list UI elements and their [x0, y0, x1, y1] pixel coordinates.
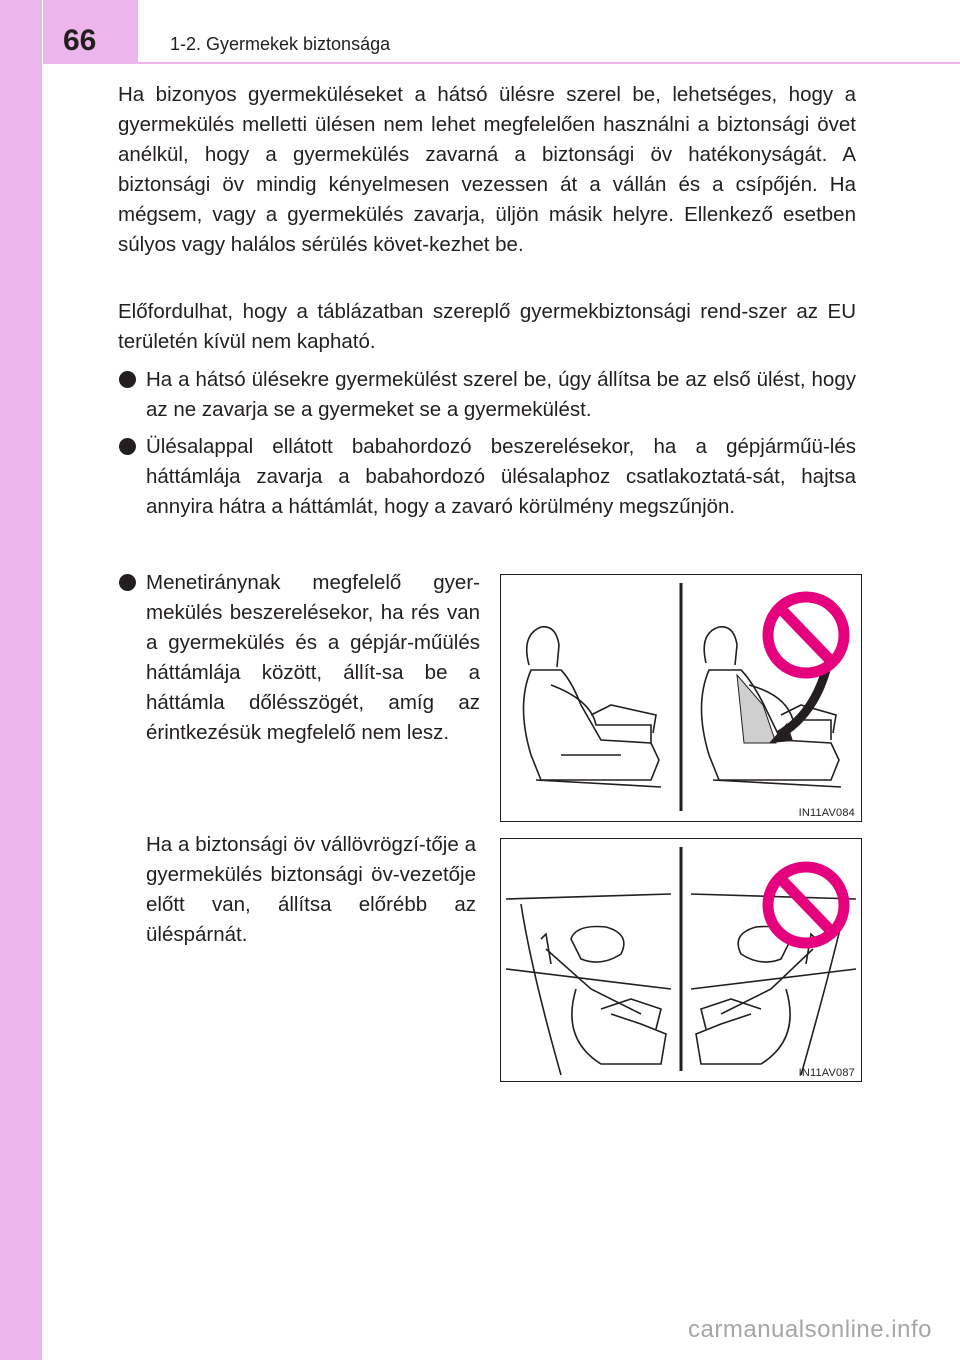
bullet-icon — [119, 438, 136, 455]
side-color-strip — [0, 0, 42, 1360]
figure-code: IN11AV084 — [798, 807, 855, 819]
belt-illustration — [501, 839, 861, 1081]
followup-paragraph: Ha a biztonsági öv vállövrögzí-tője a gyermekülés biztonsági öv-vezetője előtt van, állítsa előrébb az üléspárnát. — [146, 833, 476, 946]
bullet-item — [118, 365, 856, 425]
header-divider — [138, 62, 960, 64]
no-entry-icon — [768, 597, 844, 673]
intro-paragraph: Ha bizonyos gyermeküléseket a hátsó ülésre szerel be, lehetséges, hogy a gyermekülés melletti ülésen nem lehet megfelelően használni a biztonsági övet anélkül, hogy a gyermekülés zavarná a biztonsági öv hatékonyságát. A biztonsági öv mindig kényelmesen vezessen át a vállán és a csípőjén. Ha mégsem, vagy a gyermekülés zavarja, üljön másik helyre. Ellenkező esetben súlyos vagy halálos sérülés követ-kezhet be. — [118, 83, 856, 256]
bullet-icon — [119, 574, 136, 591]
bullet-item — [118, 432, 856, 522]
bullet-text: Ülésalappal ellátott babahordozó beszerelésekor, ha a gépjárműü-lés háttámlája zavarja a babahordozó ülésalaphoz csatlakoztatá-sát, hajtsa annyira hátra a háttámlát, hogy a zavaró körülmény megszűnjön. — [146, 435, 856, 518]
bullet-text: Menetiránynak megfelelő gyer-mekülés beszerelésekor, ha rés van a gyermekülés és a gépjár-műülés háttámlája között, állít-sa be a háttámla dőlésszögét, amíg az érintkezésük megfelelő nem lesz. — [146, 571, 480, 744]
section-title: 1-2. Gyermekek biztonsága — [170, 34, 391, 54]
figure-code: IN11AV087 — [798, 1067, 855, 1079]
page-number: 66 — [43, 0, 138, 64]
figure-belt-anchor — [500, 838, 862, 1082]
availability-paragraph: Előfordulhat, hogy a táblázatban szereplő gyermekbiztonsági rend-szer az EU területén kívül nem kapható. — [118, 300, 856, 353]
seat-illustration — [501, 575, 861, 821]
no-entry-icon — [768, 867, 844, 943]
watermark-text: carmanualsonline.info — [688, 1316, 932, 1343]
seat-icon — [527, 627, 559, 667]
car-seat-icon — [571, 927, 624, 963]
bullet-text: Ha a hátsó ülésekre gyermekülést szerel be, úgy állítsa be az első ülést, hogy az ne zavarja se a gyermeket se a gyermekülést. — [146, 368, 856, 421]
figure-seat-gap — [500, 574, 862, 822]
bullet-item — [118, 568, 480, 748]
bullet-icon — [119, 371, 136, 388]
